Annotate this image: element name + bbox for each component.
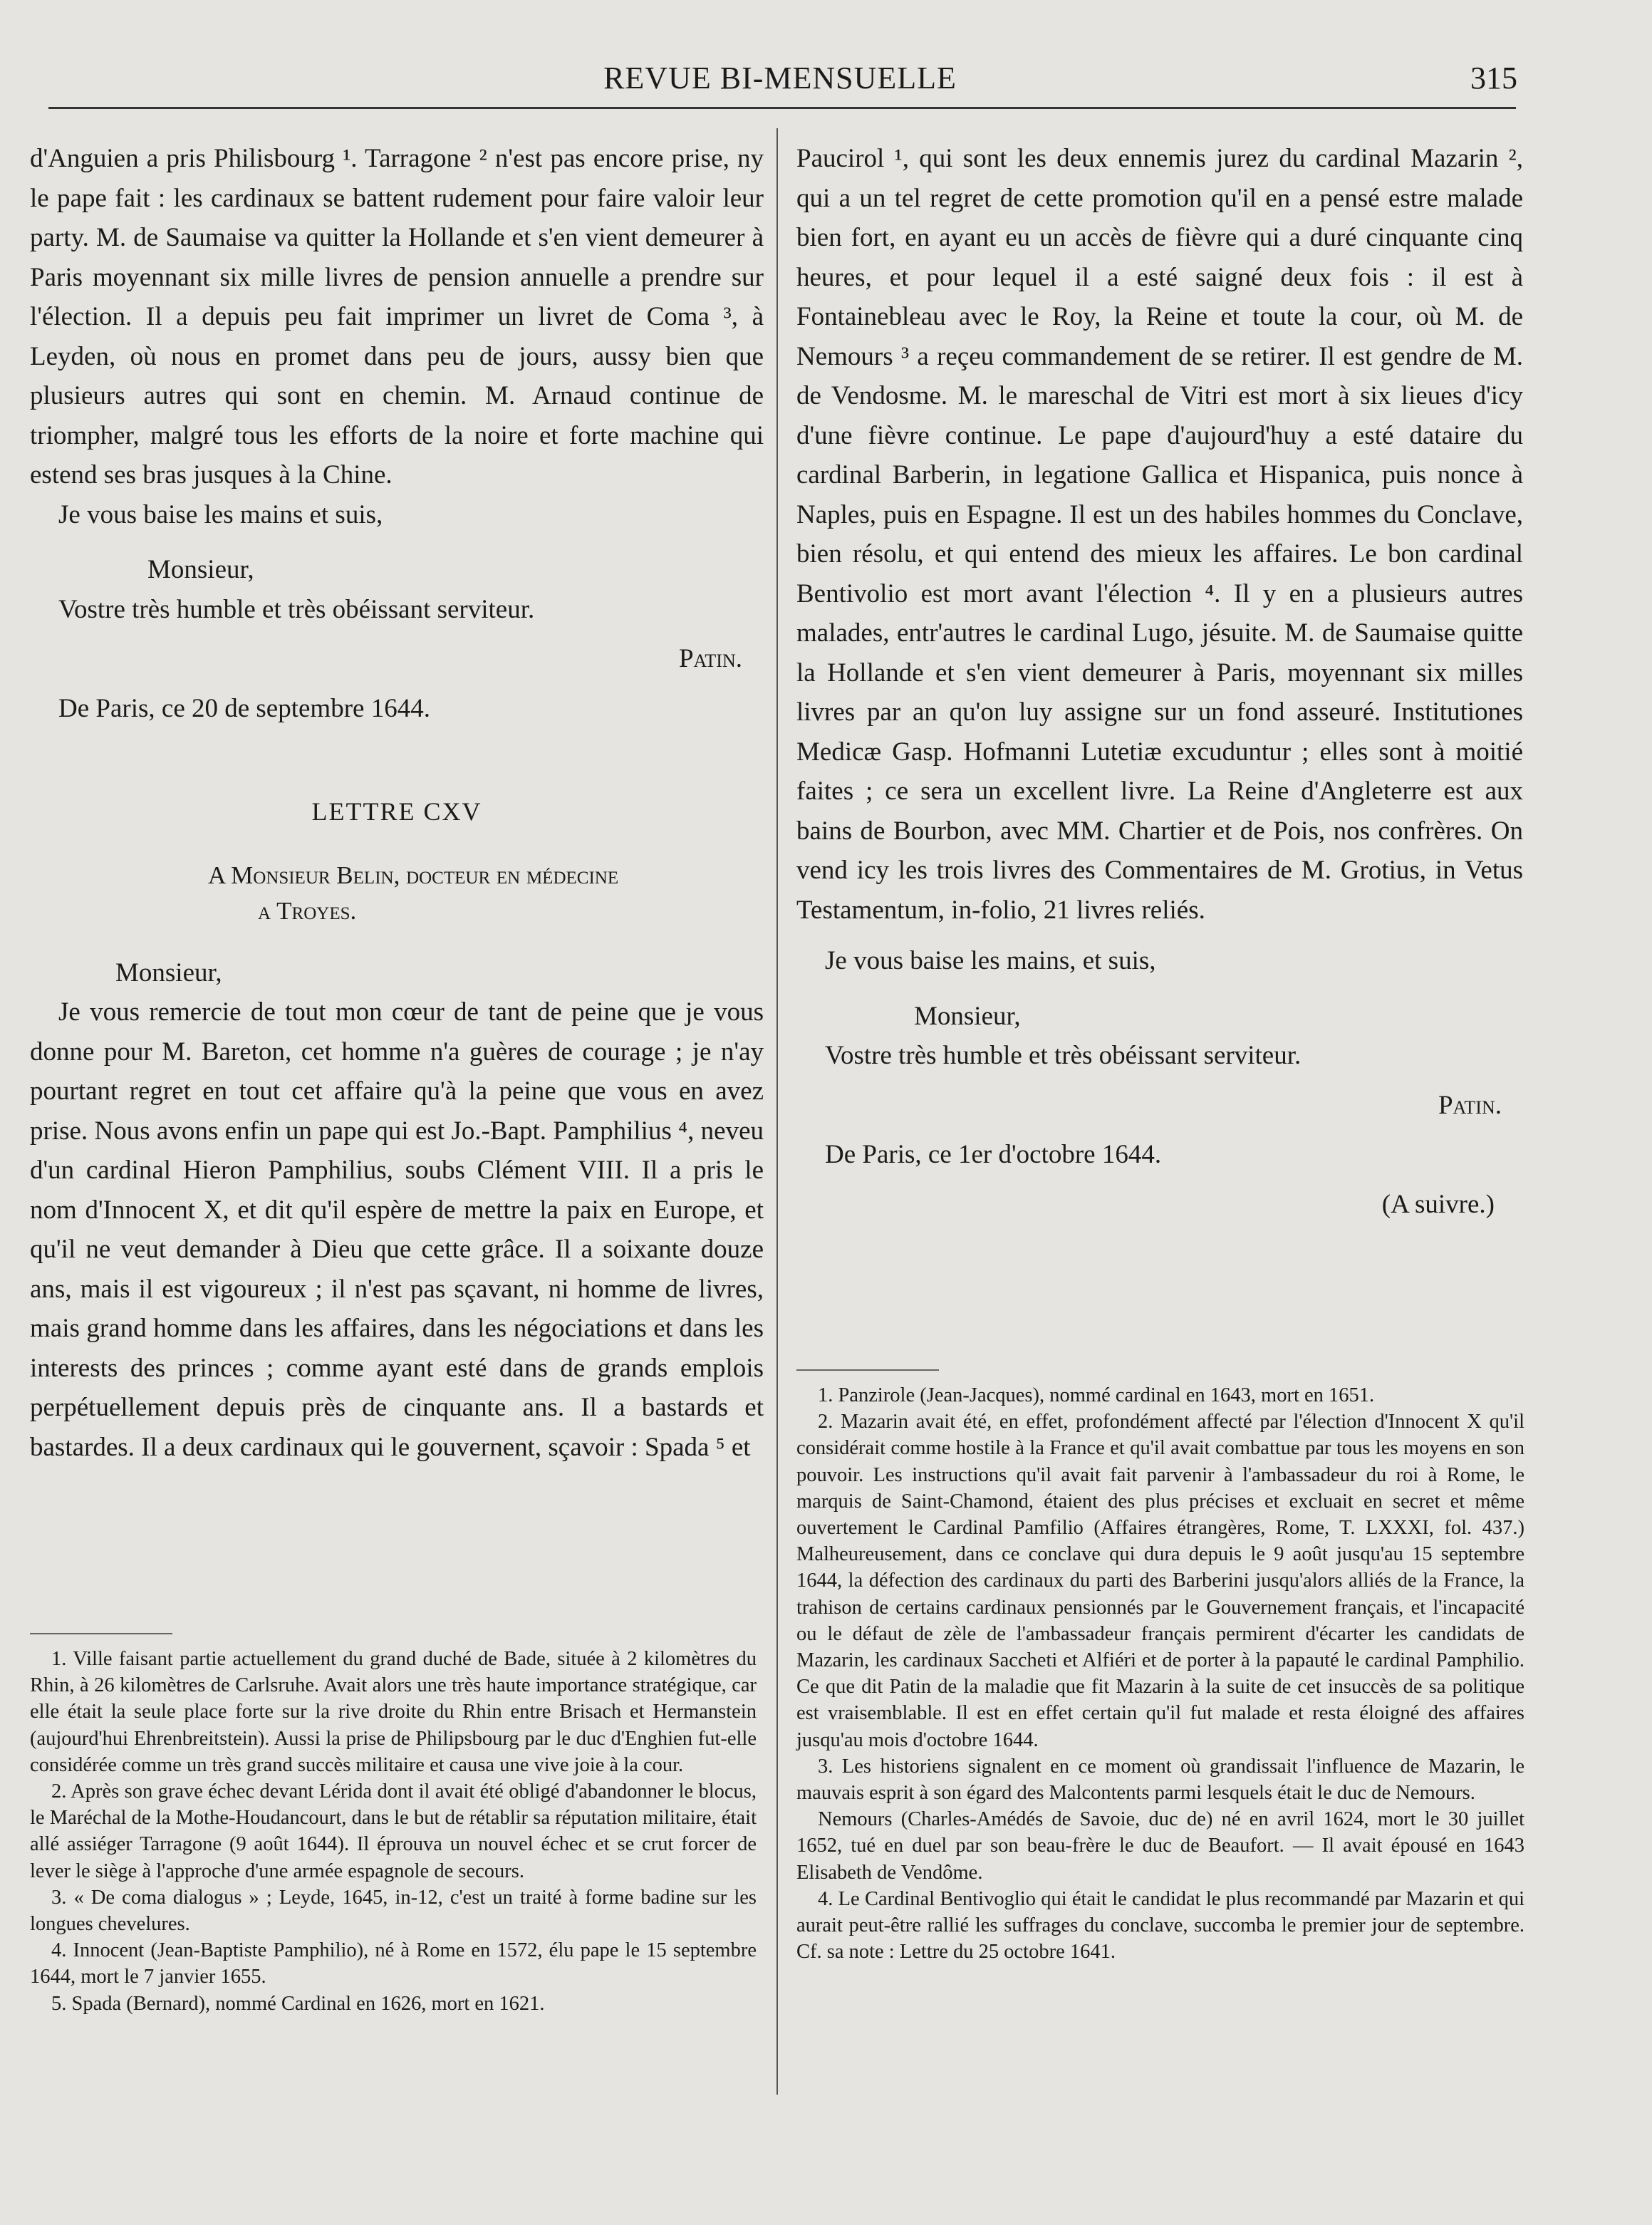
letter-date: De Paris, ce 20 de septembre 1644.: [58, 693, 430, 723]
footnote: 3. Les historiens signalent en ce moment où grandissait l'influence de Mazarin, le mauvais esprit à son égard des Malcontents parmi lesquels était le duc de Nemours.: [796, 1755, 1524, 1805]
footnote: 4. Innocent (Jean-Baptiste Pamphilio), né à Rome en 1572, élu pape le 15 septembre 1644, mort le 7 janvier 1655.: [30, 1939, 757, 1988]
to-be-continued: (A suivre.): [1381, 1189, 1495, 1219]
letter-body-paragraph: Je vous remercie de tout mon cœur de tant de peine que je vous donne pour M. Bareton, cet homme n'a guères de courage ; je n'ay pourtant regret en tout cet affaire qu'à la peine que vous en avez prise. Nous avons enfin un pape qui est Jo.-Bapt. Pamphilius ⁴, neveu d'un cardinal Hieron Pamphilius, soubs Clément VIII. Il a pris le nom d'Innocent X, et dit qu'il espère de mettre la paix en Europe, et qu'il ne veut demander à Dieu que cette grâce. Il a soixante douze ans, mais il est vigoureux ; il n'est pas sçavant, ni homme de livres, mais grand homme dans les affaires, dans les négociations et dans les interests des princes ; comme ayant esté dans de grands emplois perpétuellement depuis près de cinquante ans. Il a bastards et bastardes. Il a deux cardinaux qui le gouvernent, sçavoir : Spada ⁵ et: [30, 997, 764, 1462]
footnote: 3. « De coma dialogus » ; Leyde, 1645, in-12, c'est un traité à forme badine sur les longues chevelures.: [30, 1886, 757, 1936]
header-rule: [48, 107, 1516, 109]
addressee-line-2: a Troyes.: [258, 896, 357, 925]
closing-line: Je vous baise les mains et suis,: [58, 499, 383, 529]
footnotes-right: [796, 1382, 1524, 1965]
footnote: 2. Mazarin avait été, en effet, profondément affecté par l'élection d'Innocent X qu'il considérait comme hostile à la France et qu'il avait combattue par tous les moyens en son pouvoir. Les instructions qu'il avait fait parvenir à l'ambassadeur du roi à Rome, le marquis de Saint-Chamond, étaient des plus précises et excluait en secret et même ouvertement le Cardinal Pamfilio (Affaires étrangères, Rome, T. LXXXI, fol. 437.) Malheureusement, dans ce conclave qui dura depuis le 9 août jusqu'au 15 septembre 1644, la défection des cardinaux du parti des Barberini jusqu'alors alliés de la France, la trahison de certains cardinaux pensionnés par le Gouvernement français, et l'incapacité ou le défaut de zèle de l'ambassadeur français permirent d'écarter les candidats de Mazarin, les cardinaux Saccheti et Alfiéri et de porter à la papauté le cardinal Pamphilio. Ce que dit Patin de la maladie que fit Mazarin à la suite de cet insuccès de sa politique est vraisemblable. Il est en effet certain qu'il fut malade et resta éloigné des affaires jusqu'au mois d'octobre 1644.: [796, 1411, 1524, 1751]
signature: Patin.: [1438, 1090, 1502, 1120]
footnote: Nemours (Charles-Amédés de Savoie, duc de) né en avril 1624, mort le 30 juillet 1652, tué en duel par son beau-frère le duc de Beaufort. — Il avait épousé en 1643 Elisabeth de Vendôme.: [796, 1808, 1524, 1884]
running-header: [50, 56, 1517, 105]
footnote-rule: [796, 1369, 939, 1371]
opening-salutation: Monsieur,: [115, 958, 222, 987]
letter-date: De Paris, ce 1er d'octobre 1644.: [825, 1140, 1162, 1169]
signature: Patin.: [678, 644, 742, 673]
left-column: [30, 139, 764, 1467]
servant-line: Vostre très humble et très obéissant serviteur.: [825, 1041, 1302, 1070]
footnote: 4. Le Cardinal Bentivoglio qui était le candidat le plus recommandé par Mazarin et qui aurait peut-être rallié les suffrages du conclave, succomba le premier jour de septembre. Cf. sa note : Lettre du 25 octobre 1641.: [796, 1887, 1524, 1964]
closing-salutation: Monsieur,: [914, 1001, 1021, 1031]
footnote: 1. Panzirole (Jean-Jacques), nommé cardinal en 1643, mort en 1651.: [818, 1384, 1375, 1406]
footnote: 1. Ville faisant partie actuellement du grand duché de Bade, située à 2 kilomètres du Rhin, à 26 kilomètres de Carlsruhe. Avait alors une très haute importance stratégique, car elle était la seule place forte sur la rive droite du Rhin entre Brisach et Hermanstein (aujourd'hui Ehrenbreitstein). Aussi la prise de Philipsbourg par le duc d'Enghien fut-elle considérée comme un très grand succès militaire et causa une vive joie à la cour.: [30, 1648, 757, 1776]
column-rule: [776, 128, 778, 2095]
letter-body-paragraph: Paucirol ¹, qui sont les deux ennemis jurez du cardinal Mazarin ², qui a un tel regret de cette promotion qu'il en a pensé estre malade bien fort, en ayant eu un accès de fièvre qui a duré cinquante cinq heures, et pour lequel il a esté saigné deux fois : il est à Fontainebleau avec le Roy, la Reine et toute la cour, où M. de Nemours ³ a reçeu commandement de se retirer. Il est gendre de M. de Vendosme. M. le mareschal de Vitri est mort à six lieues d'icy d'une fièvre continue. Le pape d'aujourd'huy a esté dataire du cardinal Barberin, in legatione Gallica et Hispanica, puis nonce à Naples, puis en Espagne. Il est un des habiles hommes du Conclave, bien résolu, et qui entend des mieux les affaires. Le bon cardinal Bentivolio est mort avant l'élection ⁴. Il y en a plusieurs autres malades, entr'autres le cardinal Lugo, jésuite. M. de Saumaise quitte la Hollande et s'en vient demeurer à Paris, moyennant six milles livres par an qu'on luy assigne sur un fond asseuré. Institutiones Medicæ Gasp. Hofmanni Lutetiæ excuduntur ; elles sont à moitié faites ; ce sera un excellent livre. La Reine d'Angleterre est aux bains de Bourbon, avec MM. Chartier et de Pois, nos confrères. On vend icy les trois livres des Commentaires de M. Grotius, in Vetus Testamentum, in-folio, 21 livres reliés.: [796, 144, 1523, 925]
footnote: 2. Après son grave échec devant Lérida dont il avait été obligé d'abandonner le blocus, le Maréchal de la Mothe-Houdancourt, dans le but de rétablir sa réputation militaire, était allé assiéger Tarragone (9 août 1644). Il éprouva un nouvel échec et se crut forcer de lever le siège à l'approche d'une armée espagnole de secours.: [30, 1780, 757, 1882]
letter-title: LETTRE CXV: [311, 797, 482, 826]
addressee-line-1: A Monsieur Belin, docteur en médecine: [208, 861, 619, 889]
right-column: [796, 139, 1523, 1224]
footnote-rule: [30, 1633, 172, 1634]
journal-title: REVUE BI-MENSUELLE: [603, 61, 957, 95]
footnotes-left: [30, 1646, 757, 2017]
addressee: [208, 858, 764, 929]
servant-line: Vostre très humble et très obéissant serviteur.: [58, 594, 535, 624]
letter-body-paragraph: d'Anguien a pris Philisbourg ¹. Tarragone ² n'est pas encore prise, ny le pape fait : les cardinaux se battent rudement pour faire valoir leur party. M. de Saumaise va quitter la Hollande et s'en vient demeurer à Paris moyennant six mille livres de pension annuelle a prendre sur l'élection. Il a depuis peu fait imprimer un livret de Coma ³, à Leyden, où nous en promet dans peu de jours, aussy bien que plusieurs autres qui sont en chemin. M. Arnaud continue de triompher, malgré tous les efforts de la noire et forte machine qui estend ses bras jusques à la Chine.: [30, 144, 764, 489]
footnote: 5. Spada (Bernard), nommé Cardinal en 1626, mort en 1621.: [51, 1992, 545, 2015]
closing-salutation: Monsieur,: [147, 555, 254, 584]
page-number: 315: [1470, 61, 1517, 95]
closing-line: Je vous baise les mains, et suis,: [825, 946, 1156, 975]
